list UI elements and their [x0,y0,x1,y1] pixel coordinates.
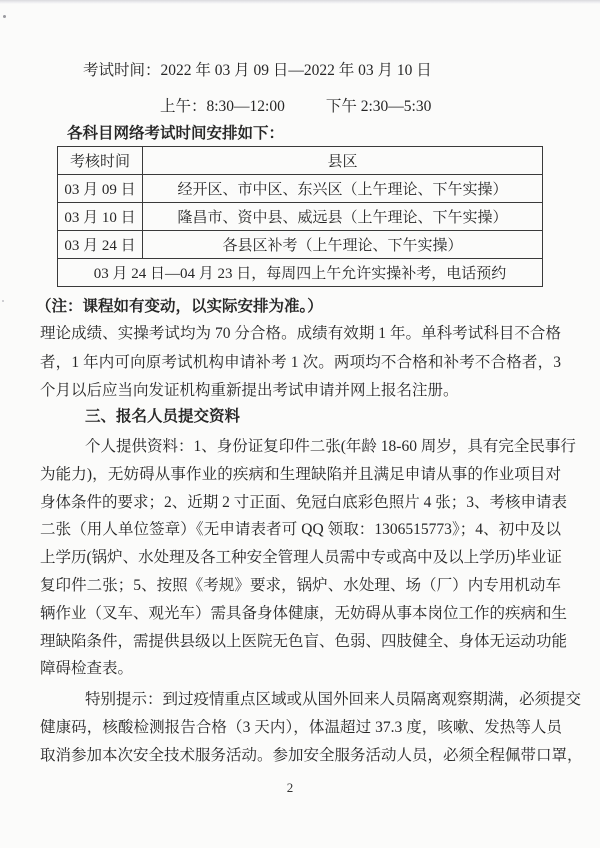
scan-speck [2,300,4,302]
cell-district: 各县区补考（上午理论、下午实操） [143,231,543,259]
paragraph-line: 者，1 年内可向原考试机构申请补考 1 次。两项均不合格和补考不合格者，3 [40,353,561,371]
table-header-row [58,147,543,175]
cell-date: 03 月 09 日 [58,175,143,203]
cell-makeup-schedule: 03 月 24 日—04 月 23 日，每周四上午允许实操补考，电话预约 [58,259,543,287]
paragraph-line: 身体条件的要求；2、近期 2 寸正面、免冠白底彩色照片 4 张；3、考核申请表 [40,493,568,511]
morning-time: 上午：8:30—12:00 [160,98,285,115]
exam-session-times [160,96,431,118]
page-number: 2 [286,780,294,795]
cell-date: 03 月 10 日 [58,203,143,231]
paragraph-line: 理缺陷条件，需提供县级以上医院无色盲、色弱、四肢健全、身体无运动功能 [40,632,568,650]
table-footer-row [58,259,543,287]
paragraph-line: 个月以后应当向发证机构重新提出考试申请并网上报名注册。 [40,382,459,399]
paragraph-line: 复印件二张；5、按照《考规》要求，锅炉、水处理、场（厂）内专用机动车 [40,576,561,594]
cell-district: 隆昌市、资中县、威远县（上午理论、下午实操） [143,203,543,231]
paragraph-line: 理论成绩、实操考试均为 70 分合格。成绩有效期 1 年。单科考试科目不合格 [40,325,561,342]
exam-schedule-table [57,146,543,287]
paragraph-line: 特别提示：到过疫情重点区域或从国外回来人员隔离观察期满，必须提交 [85,691,582,708]
table-row [58,231,543,259]
score-paragraph [40,320,561,406]
cell-date: 03 月 24 日 [58,231,143,259]
afternoon-time: 下午 2:30—5:30 [325,98,432,115]
paragraph-line: 辆作业（叉车、观光车）需具备身体健康，无妨碍从事本岗位工作的疾病和生 [40,604,568,622]
cell-district: 经开区、市中区、东兴区（上午理论、下午实操） [143,175,543,203]
paragraph-line: 取消参加本次安全技术服务活动。参加安全服务活动人员，必须全程佩带口罩， [40,746,583,764]
special-notice-paragraph [40,686,583,769]
header-district: 县区 [143,147,543,175]
schedule-intro: 各科目网络考试时间安排如下： [67,125,285,142]
paragraph-line: 障碍检查表。 [40,660,134,678]
materials-paragraph [40,433,576,683]
paragraph-line: 健康码，核酸检测报告合格（3 天内），体温超过 37.3 度，咳嗽、发热等人员 [40,718,562,736]
section-heading: 三、报名人员提交资料 [85,408,241,425]
header-exam-date: 考核时间 [58,147,143,175]
exam-time-line: 考试时间：2022 年 03 月 09 日—2022 年 03 月 10 日 [83,62,432,79]
scan-speck [3,15,6,18]
scan-edge-artifact [0,0,600,4]
table-row [58,203,543,231]
paragraph-line: 为能力)，无妨碍从事作业的疾病和生理缺陷并且满足申请从事的作业项目对 [40,465,561,483]
paragraph-line: 个人提供资料：1、身份证复印件二张(年龄 18-60 周岁，具有完全民事行 [85,438,576,455]
paragraph-line: 二张（用人单位签章）《无申请表者可 QQ 领取：1306515773》；4、初中及以 [40,521,561,539]
schedule-note: （注：课程如有变动，以实际安排为准。） [36,298,323,315]
table-row [58,175,543,203]
paragraph-line: 上学历(锅炉、水处理及各工种安全管理人员需中专或高中及以上学历)毕业证 [40,549,562,567]
